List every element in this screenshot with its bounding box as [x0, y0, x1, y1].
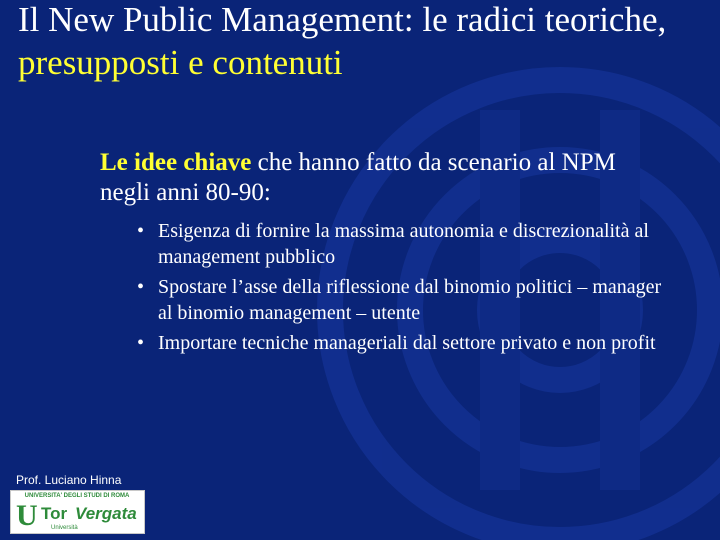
bullet-item — [134, 274, 674, 326]
logo-name-b: Vergata — [75, 504, 137, 523]
intro-rest: che hanno fatto da scenario al NPM negli anni 80-90: — [100, 149, 616, 206]
title-part1: Il New Public Management: le radici teoriche, — [18, 0, 667, 39]
bullet-marker: • — [137, 276, 145, 298]
bullet-item — [134, 330, 674, 356]
bullet-item — [134, 218, 674, 270]
author-name: Prof. Luciano Hinna — [16, 473, 122, 487]
bullet-text: Importare tecniche manageriali dal settore privato e non profit — [158, 332, 656, 354]
logo-letter: U — [16, 499, 38, 532]
logo-top-line: UNIVERSITA' DEGLI STUDI DI ROMA — [24, 493, 130, 499]
university-logo — [10, 490, 145, 534]
bullet-list — [134, 218, 674, 360]
title-part2: presupposti e contenuti — [18, 43, 343, 82]
intro-key: Le idee chiave — [100, 149, 252, 176]
logo-name-a: Tor — [41, 504, 68, 523]
bullet-text: Spostare l’asse della riflessione dal binomio politici – manager al binomio management – utente — [158, 276, 662, 324]
logo-sub: Università — [51, 525, 78, 531]
bullet-text: Esigenza di fornire la massima autonomia e discrezionalità al management pubblico — [158, 220, 649, 268]
intro-text — [100, 148, 660, 208]
slide-title — [18, 0, 708, 84]
bullet-marker: • — [137, 332, 145, 354]
bullet-marker: • — [137, 220, 145, 242]
